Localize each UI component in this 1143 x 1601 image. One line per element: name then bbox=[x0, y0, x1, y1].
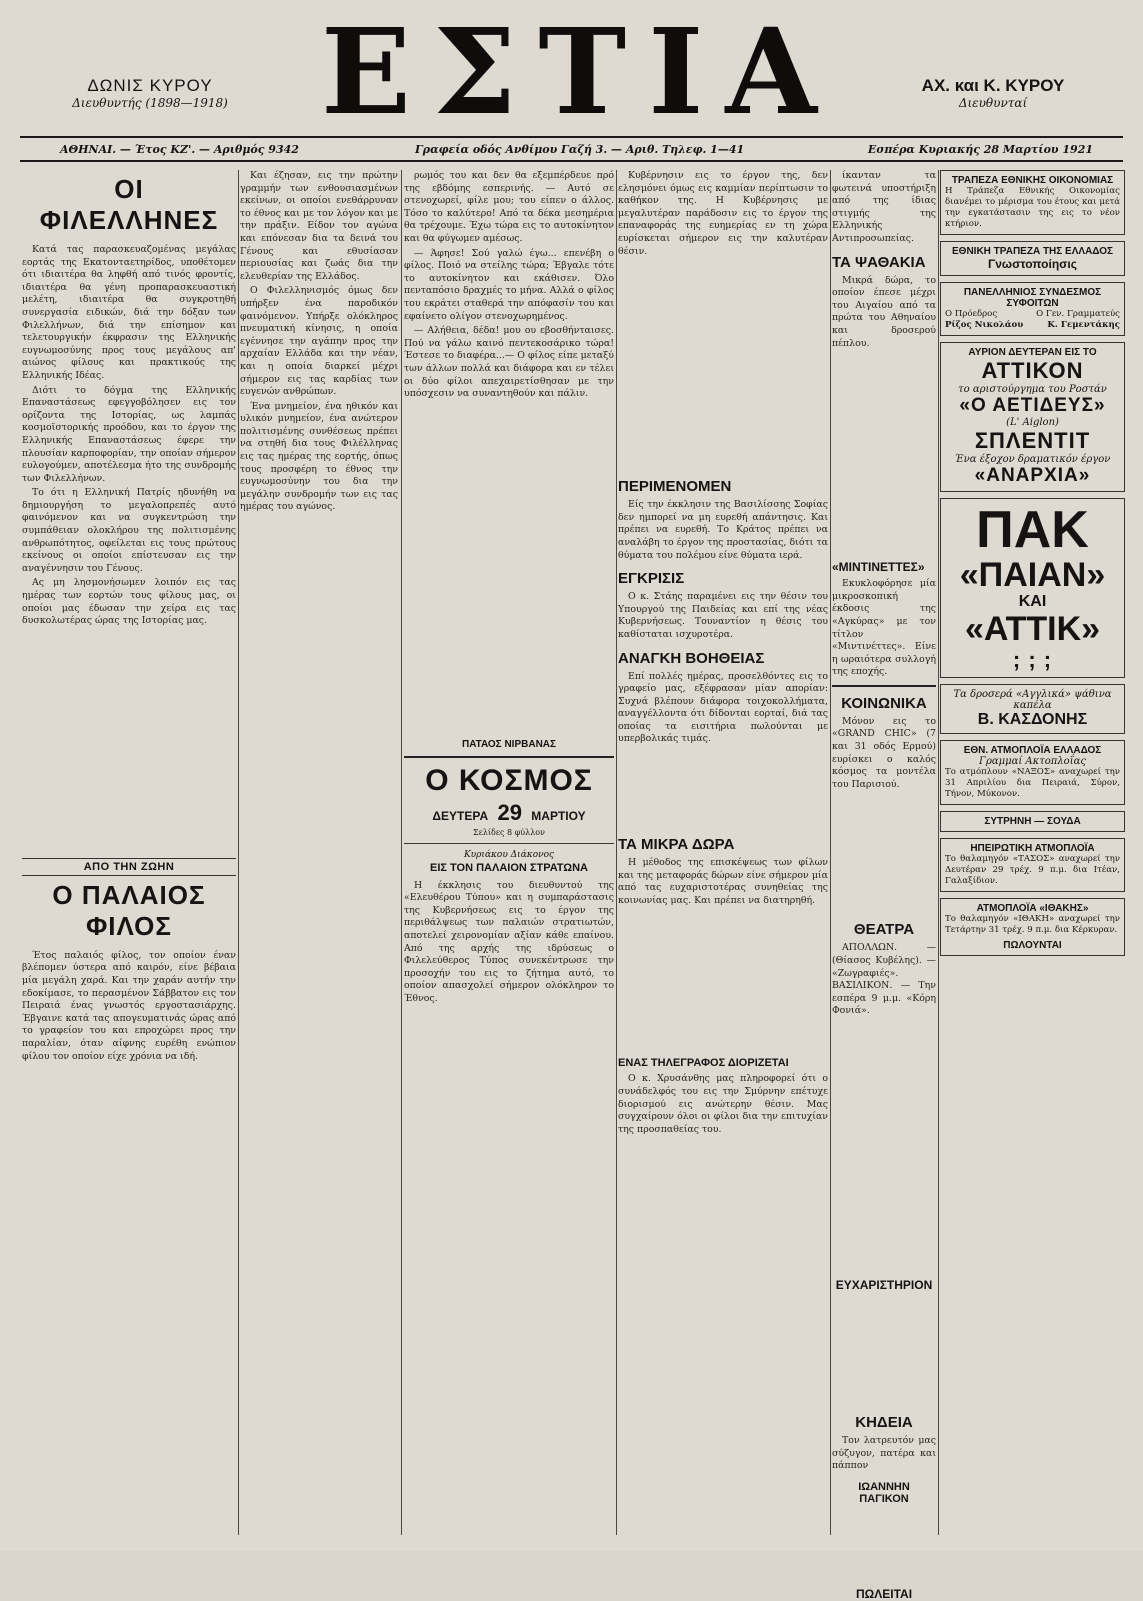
column-divider bbox=[616, 170, 617, 1535]
deceased-name: ΙΩΑΝΝΗΝ ΠΑΓΙΚΟΝ bbox=[858, 1480, 910, 1505]
ad-heading: ΠΑΝΕΛΛΗΝΙΟΣ ΣΥΝΔΕΣΜΟΣ ΣΥΦΟΙΤΩΝ bbox=[963, 287, 1102, 309]
column-divider bbox=[238, 170, 239, 1535]
section-label: ΑΠΟ ΤΗΝ ΖΩΗΝ bbox=[22, 858, 236, 876]
section-heading: ΠΩΛΕΙΤΑΙ bbox=[855, 1586, 913, 1601]
ad-heading: ΠΩΛΟΥΝΤΑΙ bbox=[1003, 940, 1062, 951]
section-heading: ΚΗΔΕΙΑ bbox=[855, 1414, 913, 1431]
ad-hats bbox=[940, 684, 1125, 734]
ad-subheading: Γνωστοποίησις bbox=[988, 257, 1077, 271]
masthead bbox=[20, 2, 1123, 141]
paragraph: ρωμός του και δεν θα εξεμπέρδευε πρό της εβδόμης εσπερινής. — Αυτό σε στενοχωρεί, φίλε μου; του είπεν ο άλλος. Τόσο το καλύτερο! Από τα δέκα μεσημέρια θα τρέχουμε. Έχω τώρα εις το αυτοκίνητον και θα φύγωμεν αμέσως. bbox=[404, 170, 614, 244]
signature-role: Ο Γεν. Γραμματεύς bbox=[1036, 309, 1120, 319]
ad-italic: (L' Aiglon) bbox=[1006, 417, 1059, 428]
issue-info: ΑΘΗΝΑΙ. — Έτος ΚΖ'. — Αριθμός 9342 bbox=[60, 143, 299, 156]
directors-name: ΑΧ. και Κ. ΚΥΡΟΥ bbox=[921, 76, 1065, 95]
ad-national-bank bbox=[940, 241, 1125, 276]
cosmos-byline: Κυριάκου Διάκονος bbox=[463, 849, 555, 860]
cosmos-day: ΔΕΥΤΕΡΑ bbox=[432, 808, 489, 823]
ad-union bbox=[940, 282, 1125, 336]
directors-role: Διευθυνταί bbox=[958, 96, 1028, 110]
column-3 bbox=[404, 170, 614, 1540]
ad-text: Το θαλαμηγόν «ΤΑΣΟΣ» αναχωρεί την Δευτέραν 29 τρέχ. 9 π.μ. δια Ιτέαν, Γαλαξίδιον. bbox=[945, 854, 1120, 886]
cinema-name: ΣΠΛΕΝΤΙΤ bbox=[974, 428, 1091, 453]
lead-article-continued bbox=[240, 170, 398, 514]
paragraph: — Αλήθεια, δέδα! μου ου εβοσθήνταισες. Πού να γάλω καινό πεντεκοσάρικο τώρα! Έστεσε το διαφέρα...— Ο φίλος είπε μεταξύ των άλλων πολλά και διάφορα και εν τέλει οι δύο φίλοι απεχαιρετίσθησαν με την υπόσχεσιν να συναντηθούν και πάλιν. bbox=[404, 325, 614, 400]
film-title: «Ο ΑΕΤΙΔΕΥΣ» bbox=[959, 395, 1106, 416]
office-info: Γραφεία οδός Ανθίμου Γαζή 3. — Αριθ. Τηλεφ. 1—41 bbox=[415, 143, 745, 156]
paragraph: Ο Φιλελληνισμός όμως δεν υπήρξεν ένα παροδικόν φαινόμενον. Υπήρξε ολόκληρος πνευματική κίνησις, η οποία εγέννησε την αγάπην προς την αρχαίαν Ελλάδα και την νέαν, και η οποία διαρκεί μέχρι σήμερον εις τας καρδίας των ευγενών ανθρώπων. bbox=[240, 285, 398, 398]
cosmos-date bbox=[404, 800, 614, 826]
lead-headline: ΟΙ ΦΙΛΕΛΛΗΝΕΣ bbox=[39, 174, 219, 235]
paragraph: Ο κ. Στάης παραμένει εις την θέσιν του Υπουργού της Παιδείας και επί της νέας Κυβερνήσεως. Τουναντίον η θέσις του καθίσταται ισχυροτέρα. bbox=[618, 591, 828, 640]
paragraph: Κατά τας παρασκευαζομένας μεγάλας εορτάς της Εκατονταετηρίδος, υποθέτομεν ότι ιδιαιτέρα θα ληφθή από τινός φροντίς, ιδιαιτέρα θα γένη προπαρασκευαστική μελέτη, ιδιαιτέρα θα συγκροτηθή συνεργασία ειδικών, διά την δόξαν των Φιλελλήνων, διά την επίσημον και τελετουργικήν έκφρασιν της Ελληνικής ευγνωμοσύνης προς τους μεγάλους απ' αιώνος φίλους και πρακτικούς της Ελληνικής Ιδέας. bbox=[22, 244, 236, 381]
ad-conjunction: ΚΑΙ bbox=[1018, 593, 1047, 610]
ad-subheading: Γραμμαί Ακτοπλοΐας bbox=[979, 756, 1086, 767]
ad-ithaca-shipping bbox=[940, 898, 1125, 956]
ad-heading: ΕΘΝ. ΑΤΜΟΠΛΟΪΑ ΕΛΛΑΔΟΣ bbox=[963, 745, 1102, 756]
paragraph: Και έζησαν, εις την πρώτην γραμμήν των ενθουσιασμένων εκείνων, οι οποίοι ενεθάρρυναν το έθνος και με τον λόγον και με την πράξιν. Είδον τον αγώνα και επόνεσαν δια τα δεινά του Γένους και εθυσίασαν περιουσίας και ζωάς δια την ελευθερίαν της Ελλάδος. bbox=[240, 170, 398, 282]
column-divider bbox=[938, 170, 939, 1535]
cosmos-title: Ο ΚΟΣΜΟΣ bbox=[425, 763, 593, 797]
story-continued bbox=[618, 170, 828, 258]
paragraph: Μικρά δώρα, το οποίον έπεσε μέχρι του Αιγαίου από τα πρώτα του Αθηναίου και δροσερού πέπλου. bbox=[832, 274, 936, 349]
ad-signatures bbox=[945, 309, 1120, 320]
paragraph: ΑΠΟΛΛΩΝ. — (Θίασος Κυβέλης). — «Ζωγραφιές». ΒΑΣΙΛΙΚΟΝ. — Την εσπέρα 9 μ.μ. «Κόρη Φονιά». bbox=[832, 942, 936, 1017]
ad-italic: Ένα έξοχον δραματικόν έργον bbox=[954, 454, 1111, 465]
column-6-ads bbox=[940, 170, 1125, 1540]
ad-shipping bbox=[940, 740, 1125, 805]
cosmos-notice bbox=[404, 739, 614, 874]
section-heading: ΑΝΑΓΚΗ ΒΟΗΘΕΙΑΣ bbox=[618, 649, 765, 667]
founder-role: Διευθυντής (1898—1918) bbox=[72, 96, 228, 110]
paragraph: Επί πολλές ημέρας, προσελθόντες εις το γραφείο μας, εξέφρασαν μίαν απορίαν: Συχνά βλέπουν διάφορα τοιχοκολλήματα, αναγγέλλοντα ότι δίδονται εορταί, διά τας οποίας τα εισιτήρια πωλούνται με υπερβολικάς τιμάς. bbox=[618, 670, 828, 745]
article-body bbox=[22, 950, 236, 1063]
paragraph: Κυβέρνησιν εις το έργον της, δεν ελησμόνει όμως εις καμμίαν περίπτωσιν το καθήκον της. Η Κυβέρνησις με μεγαλυτέραν παράδοσιν εις το έργον της επαναφοράς της ευημερίας εν τη χώρα ευρίσκεται σήμερον εις την καλυτέραν θέσιν. bbox=[618, 170, 828, 257]
signature-name: Ρίζος Νικολάου bbox=[945, 320, 1024, 330]
section-heading: ΤΑ ΜΙΚΡΑ ΔΩΡΑ bbox=[618, 836, 735, 854]
ad-italic: Τα δροσερά «Αγγλικά» ψάθινα καπέλα bbox=[953, 689, 1112, 711]
film-title: «ΑΝΑΡΧΙΑ» bbox=[974, 465, 1091, 486]
column-2 bbox=[240, 170, 398, 1540]
ad-names bbox=[945, 320, 1120, 331]
article-headline: Ο ΠΑΛΑΙΟΣ ΦΙΛΟΣ bbox=[52, 879, 206, 941]
section-heading: ΚΟΙΝΩΝΙΚΑ bbox=[841, 694, 927, 712]
section-heading: ΕΥΧΑΡΙΣΤΗΡΙΟΝ bbox=[835, 1278, 933, 1292]
ad-heading: ΕΘΝΙΚΗ ΤΡΑΠΕΖΑ ΤΗΣ ΕΛΛΑΔΟΣ bbox=[952, 246, 1113, 257]
paragraph: Εκυκλοφόρησε μία μικροσκοπική έκδοσις της «Αγκύρας» με τον τίτλον «Μιντινέττες». Είνε η ωραιότερα συλλογή της εποχής. bbox=[832, 578, 936, 678]
paragraph: Ένα μνημείον, ένα ηθικόν και υλικόν μνημείον, ένα ανώτερον πολιτισμένης συνθέσεως πρέπει να στηθή δια τους Φιλέλληνας εις τας ημέρας της εορτής, όπως τους προσφέρη το έθνος την ευγνωμοσύνην του δια την μεγάλην συνδρομήν των εις τας ημέρας του αγώνος. bbox=[240, 400, 398, 513]
brand-name: ΠΑΚ bbox=[976, 501, 1089, 559]
column-5 bbox=[832, 170, 936, 1601]
ad-heading: ΑΤΜΟΠΛΟΪΑ «ΙΘΑΚΗΣ» bbox=[976, 903, 1089, 914]
ad-decoration: ; ; ; bbox=[1012, 647, 1053, 672]
paragraph: Είς την έκκλησιν της Βασιλίσσης Σοφίας δεν ημπορεί να μη ευρεθή απάντησις. Και πρέπει να ευρεθή. Το Κράτος πρέπει να αναλάβη το έργον της προστασίας, διότι τα θύματα του πολέμου είνε θύματα ιερά. bbox=[618, 499, 828, 561]
masthead-right bbox=[883, 76, 1103, 110]
cosmos-month: ΜΑΡΤΙΟΥ bbox=[531, 808, 586, 823]
cosmos-author: ΠΑΤΑΟΣ ΝΙΡΒΑΝΑΣ bbox=[461, 738, 557, 750]
column-divider bbox=[830, 170, 831, 1535]
issue-date: Εσπέρα Κυριακής 28 Μαρτίου 1921 bbox=[867, 143, 1093, 156]
column-divider bbox=[401, 170, 402, 1535]
paragraph: Μόνον εις το «GRAND CHIC» (7 και 31 οδός Ερμού) ευρίσκει ο καλός κόσμος τα μοντέλα του Παρισιού. bbox=[832, 715, 936, 790]
paragraph: ίκανταν τα φωτεινά υποστήριξη από της ίδιας στιγμής της Ελληνικής Αντιπροσωπείας. bbox=[832, 170, 936, 244]
dateline bbox=[20, 136, 1123, 162]
paragraph: Ο κ. Χρυσάνθης μας πληροφορεί ότι ο συνάδελφός του εις την Σμύρνην επέτυχε διορισμού εις ανώτερην θέσιν. Μας συγχαίρουν όλοι οι φίλοι δια την επιτυχίαν της προσπαθείας του. bbox=[618, 1073, 828, 1135]
ad-text: Το ατμόπλουν «ΝΑΞΟΣ» αναχωρεί την 31 Απριλίου δια Πειραιά, Σύρον, Τήνον, Μύκονον. bbox=[945, 767, 1120, 799]
signature-role: Ο Πρόεδρος bbox=[945, 309, 998, 319]
section-heading: ΕΝΑΣ ΤΗΛΕΓΡΑΦΟΣ ΔΙΟΡΙΖΕΤΑΙ bbox=[618, 1057, 789, 1070]
paragraph: Έτος παλαιός φίλος, τον οποίον έναν βλέπομεν ύστερα από καιρόν, είνε βέβαια μία μεγάλη χαρά. Και την χαράν αυτήν την εδοκίμασε, το περασμένον Σάββατον εις τον Πειραιά ένας γνωστός εργοστασιάρχης. Έβγαινε κατά τας απογευματινάς ώρας από το γραφείον του και επροχώρει προς την παραλίαν, όταν αίφνης ευρέθη ενώπιον φίλου τον οποίον είχε χρόνια να ιδή. bbox=[22, 949, 236, 1062]
founder-name: ΔΩΝΙΣ ΚΥΡΟΥ bbox=[87, 76, 213, 95]
paragraph: Ας μη λησμονήσωμεν λοιπόν εις τας ημέρας των εορτών τους φίλους μας, οι οποίοι μας έδωσαν την χείρα εις τας δυσκολωτέρας ώρας της Ιστορίας μας. bbox=[22, 577, 236, 627]
lead-article bbox=[22, 244, 236, 628]
paragraph: Διότι το δόγμα της Ελληνικής Επαναστάσεως εφεγγοβόλησεν εις τον ορίζοντα της Ιστορίας, ως λαμπάς κοσμοϊστορικής προόδου, και το έργον της Ελληνικής Επαναστάσεως έφερε την πλουσίαν καρποφορίαν, την οποίαν σήμερον ευλογούμεν, αποτέλεσμα ήτο της συνδρομής των Φιλελλήνων. bbox=[22, 384, 236, 484]
ad-heading: ΣΥΤΡΗΝΗ — ΣΟΥΔΑ bbox=[984, 816, 1081, 827]
ad-bank bbox=[940, 170, 1125, 235]
section-heading: ΕΓΚΡΙΣΙΣ bbox=[618, 570, 685, 588]
cosmos-day-number: 29 bbox=[497, 799, 522, 825]
section-heading: ΤΑ ΨΑΘΑΚΙΑ bbox=[832, 253, 926, 271]
ad-text: Η Τράπεζα Εθνικής Οικονομίας διανέμει το μέρισμα του έτους και μετά την εγκατάστασιν της εις το νέον κτήριον. bbox=[945, 186, 1120, 229]
paragraph: Η έκκλησις του διευθυντού της «Ελευθέρου Τύπου» και η συμπαράστασις της Κυβερνήσεως εις το έργον της περιθάλψεως των παλαιών στρατιωτών, αποτελεί χειρονομίαν αξίαν κάθε επαίνου. Από της αρχής της ιδρύσεως ο Φιλελεύθερος Τύπος συνεκέντρωσε την προσοχήν του εις το ζήτημα αυτό, το οποίον απασχολεί σήμερον ολόκληρον το Έθνος. bbox=[404, 879, 614, 1005]
ad-brand: Β. ΚΑΣΔΟΝΗΣ bbox=[977, 711, 1088, 728]
cosmos-article-body bbox=[404, 880, 614, 1006]
signature-name: Κ. Γεμεντάκης bbox=[1047, 320, 1120, 330]
masthead-left bbox=[40, 76, 260, 110]
paragraph: — Άφησε! Σού γαλώ έγω... επενέβη ο φίλος. Ποιό να στείλης τώρα; Έβγαλε τότε το αυτοκίνητον και εκάθισεν. Όλο πενταπόσιο δραχμές το μήνα. Αλλά ο φίλος του εκράτει σταθερά την απόφασίν του και εφαίνετο ολίγον στενοχωρημένος. bbox=[404, 247, 614, 322]
ad-route bbox=[940, 811, 1125, 832]
story-continued bbox=[404, 170, 614, 401]
ad-epirus-shipping bbox=[940, 838, 1125, 892]
ad-heading: ΗΠΕΙΡΩΤΙΚΗ ΑΤΜΟΠΛΟΪΑ bbox=[970, 843, 1095, 854]
brand-name: «ΠΑΙΑΝ» bbox=[959, 556, 1106, 594]
cinema-name: ΑΤΤΙΚΟΝ bbox=[981, 358, 1084, 383]
cosmos-misc: Σελίδες 8 φύλλον bbox=[473, 827, 545, 837]
section-heading: «ΜΙΝΤΙΝΕΤΤΕΣ» bbox=[832, 560, 925, 575]
paragraph: Το ότι η Ελληνική Πατρίς ηδυνήθη να δημιουργήση το μεγαλοπρεπές αυτό φαινόμενον και να συγκεντρώση την συμπάθειαν ολοκλήρου της πολιτισμένης ανθρωπότητος, οφείλεται εις τους πρώτους εκείνους οι οποίοι επίστευσαν εις την αναγέννησιν του Γένους. bbox=[22, 487, 236, 574]
section-heading: ΘΕΑΤΡΑ bbox=[853, 921, 915, 939]
ad-cinema bbox=[940, 342, 1125, 492]
ad-text: Το θαλαμηγόν «ΙΘΑΚΗ» αναχωρεί την Τετάρτην 31 τρέχ. 9 π.μ. δια Κέρκυραν. bbox=[945, 914, 1120, 935]
cosmos-article-title: ΕΙΣ ΤΟΝ ΠΑΛΑΙΟΝ ΣΤΡΑΤΩΝΑ bbox=[429, 861, 588, 874]
paragraph: Τον λατρευτόν μας σύζυγον, πατέρα και πάππον bbox=[832, 1435, 936, 1472]
section-heading: ΠΕΡΙΜΕΝΟΜΕΝ bbox=[618, 478, 732, 496]
paragraph: Η μέθοδος της επισκέψεως των φίλων και της μεταφοράς δώρων είνε σήμερον μία από τας ευχαριστοτέρας συνηθείας της κοινωνίας μας. Και πρέπει να διατηρηθή. bbox=[618, 857, 828, 906]
column-4 bbox=[618, 170, 828, 1540]
ad-heading: ΑΥΡΙΟΝ ΔΕΥΤΕΡΑΝ ΕΙΣ ΤΟ bbox=[968, 347, 1097, 358]
ad-pak bbox=[940, 498, 1125, 678]
newspaper-title: ΕΣΤΙΑ bbox=[321, 2, 839, 141]
column-1 bbox=[22, 170, 236, 1540]
ad-italic: το αριστούργημα του Ροστάν bbox=[958, 384, 1107, 395]
brand-name: «ΑΤΤΙΚ» bbox=[964, 610, 1101, 648]
ad-heading: ΤΡΑΠΕΖΑ ΕΘΝΙΚΗΣ ΟΙΚΟΝΟΜΙΑΣ bbox=[951, 175, 1114, 186]
